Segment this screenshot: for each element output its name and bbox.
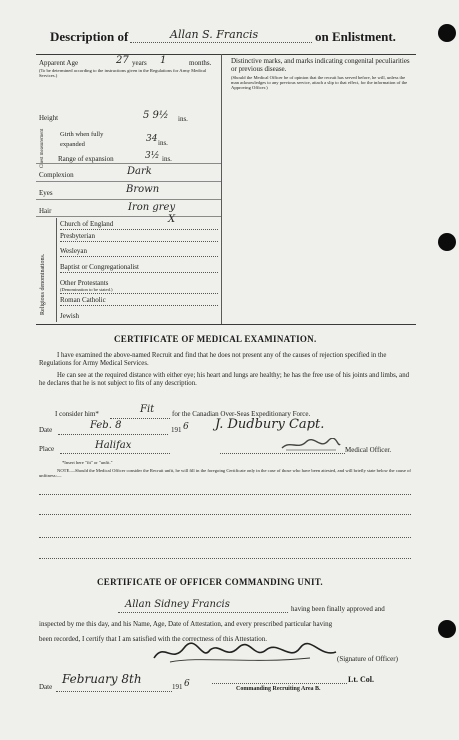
place-line [60,453,170,454]
girth-label: Girth when fully expanded [60,131,104,148]
medical-officer-signature: J. Dudbury Capt. [215,417,325,432]
height-value: 5 9½ [143,110,169,121]
medical-paragraph-2: He can see at the required distance with either eye; his heart and lungs are healthy; he has the free use of his joints and limbs, and he declares that he is not subject to fits of any description. [39,372,409,387]
complexion-separator [36,181,221,182]
religion-roman-catholic: Roman Catholic [60,296,106,304]
eyes-separator [36,199,221,200]
consider-suffix: for the Canadian Over-Seas Expeditionary Force. [172,410,311,418]
commanding-date-value: February 8th [62,672,142,686]
unfit-cause-line-2 [39,514,411,515]
commanding-date-line [56,691,172,692]
name-dotted-line [130,42,312,43]
medical-date-label: Date [39,426,53,434]
range-value: 3½ [145,151,160,161]
medical-footnote: NOTE.—Should the Medical Officer consider the Recruit unfit, he will fill in the foregoing Certificate only in the case of those who have been attested, and will briefly state below the cause of unfitness:— [39,468,411,478]
table-top-border [36,54,416,55]
complexion-label: Complexion [39,171,74,179]
place-value: Halifax [95,440,132,451]
religion-presbyterian: Presbyterian [60,232,95,240]
religion-line-2 [60,241,218,242]
age-label: Apparent Age [39,59,79,67]
religion-line-4 [60,272,218,273]
religion-baptist: Baptist or Congregationalist [60,263,139,271]
range-label: Range of expansion [58,155,114,163]
table-divider [221,54,222,324]
command-label: Commanding Recruiting Area B. [236,686,321,692]
chest-separator [36,163,221,164]
religion-jewish: Jewish [60,312,80,320]
hair-label: Hair [39,207,52,215]
religion-line-6 [60,305,218,306]
description-label: Description of [50,29,129,44]
distinctive-marks-label: Distinctive marks, and marks indicating congenital peculiarities or previous disease. [231,57,410,73]
eyes-value: Brown [126,184,160,195]
chest-measurement-label: Chest measurement [40,128,45,168]
commanding-officer-signature-mark [150,640,340,666]
eyes-label: Eyes [39,189,53,197]
religion-church-of-england-mark: X [168,214,176,225]
commanding-certificate-title: CERTIFICATE OF OFFICER COMMANDING UNIT. [97,577,323,587]
rank-line [212,683,347,684]
recruit-name: Allan S. Francis [170,28,259,41]
medical-officer-label: Medical Officer. [345,446,392,454]
table-bottom-border [36,324,416,325]
medical-paragraph-1: I have examined the above-named Recruit and find that he does not present any of the causes of rejection specified in the Regulations for Army Medical Services. [39,352,387,367]
punch-hole-middle [438,233,456,251]
hair-separator [36,216,221,217]
on-enlistment-label: on Enlistment. [315,29,396,44]
range-unit: ins. [162,155,172,163]
age-years-value: 27 [116,55,129,66]
medical-year-value: 6 [183,422,189,432]
medical-officer-line [220,453,345,454]
hair-value: Iron grey [128,202,176,213]
age-months-value: 1 [160,55,167,66]
religion-other-protestants: Other Protestants [60,279,109,287]
age-note: (To be determined according to the instructions given in the Regulations for Army Medical Services.) [39,68,207,78]
girth-value: 34 [146,134,158,144]
unfit-cause-line-4 [39,558,411,559]
officer-signature-label: (Signature of Officer) [337,655,398,663]
rank-label: Lt. Col. [348,675,374,684]
commanding-date-label: Date [39,683,53,691]
unfit-cause-line-1 [39,494,411,495]
commanding-text-1: having been finally approved and [291,605,385,613]
punch-hole-top [438,24,456,42]
fitness-line [110,418,170,419]
fitness-value: Fit [140,404,155,415]
full-name-line [118,612,288,613]
months-label: months. [189,59,212,67]
insert-note: *Insert here "fit" or "unfit." [62,460,113,465]
years-label: years [132,59,147,67]
girth-unit: ins. [158,139,168,147]
religion-wesleyan: Wesleyan [60,247,88,255]
recruit-full-name: Allan Sidney Francis [125,599,230,610]
height-unit: ins. [178,115,188,123]
commanding-year-value: 6 [184,679,190,689]
medical-year-label: 191 [171,426,182,434]
medical-date-value: Feb. 8 [90,420,122,431]
height-label: Height [39,114,59,122]
consider-prefix: I consider him* [55,410,99,418]
commanding-text-2: inspected by me this day, and his Name, Age, Date of Attestation, and every prescribed particular having [39,620,333,628]
commanding-text-3: been recorded, I certify that I am satisfied with the correctness of this Attestation. [39,635,268,643]
complexion-value: Dark [127,166,152,177]
religion-church-of-england: Church of England [60,220,114,228]
commanding-year-label: 191 [172,683,183,691]
religion-side-label: Religious denominations. [40,253,46,315]
place-label: Place [39,445,55,453]
religion-denomination-note: (Denomination to be stated.) [60,287,113,292]
religion-bracket [56,218,57,322]
medical-certificate-title: CERTIFICATE OF MEDICAL EXAMINATION. [114,334,317,344]
medical-date-line [58,434,168,435]
distinctive-marks-note: (Should the Medical Officer be of opinion that the recruit has served before, he will, unless the man acknowledges to any previous service, attach a slip to that effect, for the information of the Approving Officer.) [231,75,408,90]
medical-stamp-mark [280,438,342,452]
unfit-cause-line-3 [39,537,411,538]
religion-line-5 [60,293,218,294]
religion-line-1 [60,229,218,230]
punch-hole-bottom [438,620,456,638]
religion-line-3 [60,256,218,257]
